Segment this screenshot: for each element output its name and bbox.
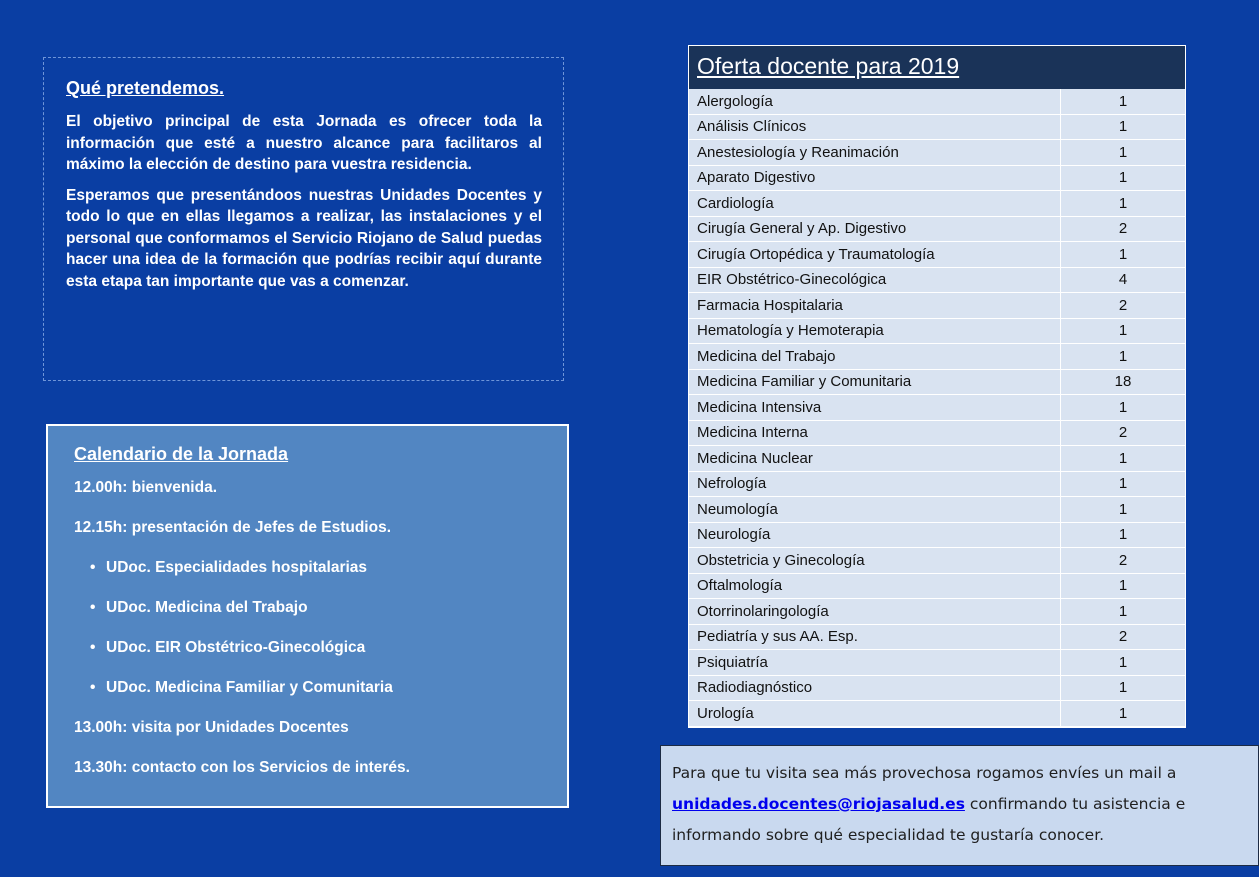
table-row [689,216,1185,242]
calendar-bullet-item [74,558,547,598]
table-row [689,522,1185,548]
specialty-count: 2 [1061,420,1186,446]
note-text-after: confirmando tu asistencia e informando sobre qué especialidad te gustaría conocer. [672,795,1186,844]
table-row [689,293,1185,319]
table-row [689,267,1185,293]
calendar-bullet-item [74,678,547,718]
table-row [689,624,1185,650]
bullet-icon: • [90,679,96,696]
calendar-welcome: 12.00h: bienvenida. [74,479,217,496]
specialty-name: Análisis Clínicos [689,114,1061,140]
oferta-table-body [689,89,1185,726]
specialty-name: Alergología [689,89,1061,114]
table-row [689,497,1185,523]
specialty-count: 1 [1061,395,1186,421]
table-row [689,344,1185,370]
specialty-count: 1 [1061,675,1186,701]
table-row [689,114,1185,140]
specialty-name: Pediatría y sus AA. Esp. [689,624,1061,650]
specialty-count: 1 [1061,497,1186,523]
specialty-name: Medicina Familiar y Comunitaria [689,369,1061,395]
specialty-name: Hematología y Hemoterapia [689,318,1061,344]
intro-paragraph-hope: Esperamos que presentándoos nuestras Unidades Docentes y todo lo que en ellas llegamos a realizar, las instalaciones y el personal que conformamos el Servicio Riojano de Salud puedas hacer una idea de la formación que podrías recibir aquí durante esta etapa tan importante que vas a comenzar. [66,186,542,290]
specialty-name: Radiodiagnóstico [689,675,1061,701]
table-row [689,191,1185,217]
table-row [689,446,1185,472]
bullet-icon: • [90,639,96,656]
table-row [689,369,1185,395]
calendar-presentation: 12.15h: presentación de Jefes de Estudios. [74,519,392,536]
specialty-count: 18 [1061,369,1186,395]
specialty-name: Medicina Interna [689,420,1061,446]
email-link[interactable]: unidades.docentes@riojasalud.es [672,795,965,813]
specialty-name: Cardiología [689,191,1061,217]
table-row [689,420,1185,446]
intro-title: Qué pretendemos. [66,78,225,98]
specialty-name: Oftalmología [689,573,1061,599]
specialty-count: 2 [1061,624,1186,650]
specialty-count: 2 [1061,293,1186,319]
specialty-name: Medicina Nuclear [689,446,1061,472]
specialty-name: Medicina del Trabajo [689,344,1061,370]
specialty-count: 1 [1061,191,1186,217]
table-row [689,140,1185,166]
specialty-count: 1 [1061,242,1186,268]
specialty-name: Neumología [689,497,1061,523]
specialty-name: Anestesiología y Reanimación [689,140,1061,166]
calendar-section [46,424,569,808]
specialty-count: 1 [1061,140,1186,166]
table-row [689,242,1185,268]
calendar-title: Calendario de la Jornada [74,444,289,464]
calendar-bullet-item [74,638,547,678]
calendar-bullet-label: UDoc. Medicina del Trabajo [106,599,308,616]
table-row [689,675,1185,701]
specialty-name: EIR Obstétrico-Ginecológica [689,267,1061,293]
specialty-count: 1 [1061,165,1186,191]
specialty-count: 1 [1061,650,1186,676]
intro-section [43,57,564,381]
specialty-count: 1 [1061,471,1186,497]
specialty-count: 1 [1061,522,1186,548]
specialty-name: Neurología [689,522,1061,548]
calendar-bullet-label: UDoc. Medicina Familiar y Comunitaria [106,679,393,696]
specialty-count: 2 [1061,548,1186,574]
bullet-icon: • [90,599,96,616]
specialty-count: 1 [1061,114,1186,140]
table-row [689,701,1185,727]
table-row [689,548,1185,574]
specialty-count: 1 [1061,89,1186,114]
calendar-bullet-item [74,598,547,638]
bullet-icon: • [90,559,96,576]
table-row [689,165,1185,191]
specialty-count: 1 [1061,344,1186,370]
table-row [689,395,1185,421]
calendar-contact: 13.30h: contacto con los Servicios de interés. [74,759,410,776]
specialty-name: Obstetricia y Ginecología [689,548,1061,574]
table-row [689,650,1185,676]
calendar-bullet-label: UDoc. EIR Obstétrico-Ginecológica [106,639,366,656]
specialty-count: 2 [1061,216,1186,242]
specialty-count: 1 [1061,573,1186,599]
specialty-count: 4 [1061,267,1186,293]
intro-paragraph-objective: El objetivo principal de esta Jornada es ofrecer toda la información que esté a nuestro alcance para facilitaros al máximo la elección de destino para vuestra residencia. [66,113,542,173]
specialty-name: Medicina Intensiva [689,395,1061,421]
specialty-name: Nefrología [689,471,1061,497]
calendar-visit: 13.00h: visita por Unidades Docentes [74,719,349,736]
specialty-name: Cirugía General y Ap. Digestivo [689,216,1061,242]
table-row [689,573,1185,599]
specialty-name: Urología [689,701,1061,727]
oferta-title: Oferta docente para 2019 [689,46,1185,89]
table-row [689,89,1185,114]
table-row [689,471,1185,497]
specialty-count: 1 [1061,446,1186,472]
specialty-name: Farmacia Hospitalaria [689,293,1061,319]
specialty-name: Otorrinolaringología [689,599,1061,625]
specialty-name: Cirugía Ortopédica y Traumatología [689,242,1061,268]
calendar-bullet-label: UDoc. Especialidades hospitalarias [106,559,368,576]
oferta-table-panel [688,45,1186,728]
oferta-table [689,89,1185,727]
table-row [689,318,1185,344]
note-text-before: Para que tu visita sea más provechosa rogamos envíes un mail a [672,764,1177,782]
table-row [689,599,1185,625]
specialty-count: 1 [1061,701,1186,727]
specialty-name: Aparato Digestivo [689,165,1061,191]
specialty-count: 1 [1061,318,1186,344]
specialty-name: Psiquiatría [689,650,1061,676]
note-box [660,745,1259,866]
specialty-count: 1 [1061,599,1186,625]
